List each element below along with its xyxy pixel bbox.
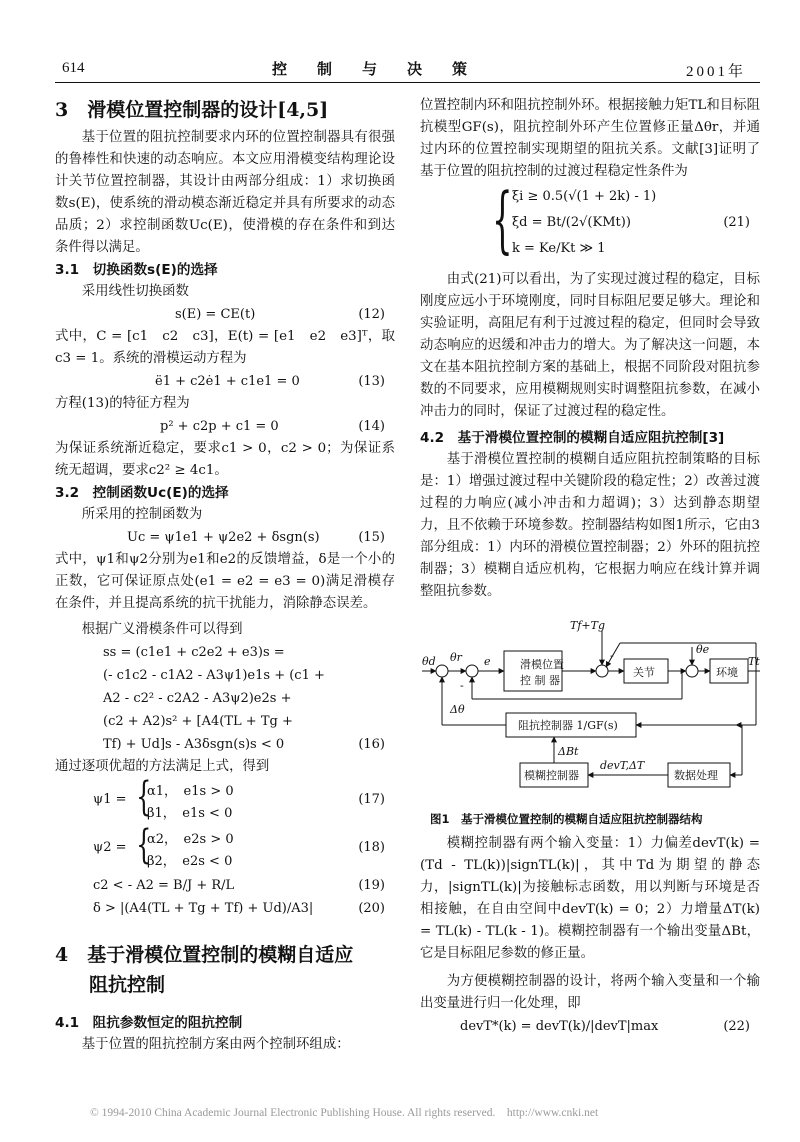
e-label: e — [484, 655, 491, 668]
brace: { — [136, 822, 152, 868]
smc-label: 控 制 器 — [520, 674, 560, 687]
paragraph: 式中，ψ1和ψ2分别为e1和e2的反馈增益，δ是一个小的正数，它可保证原点处(e1 = e2 = e3 = 0)满足滑模存在条件，并且提高系统的抗干扰能力，消除静态误差。 — [55, 552, 395, 611]
minus-sign: - — [460, 679, 464, 692]
controller-block-diagram — [420, 617, 760, 797]
copyright-footer: © 1994-2010 China Academic Journal Electronic Publishing House. All rights reserved. http://www.cnki.net — [90, 1107, 599, 1119]
summing-junction — [686, 665, 698, 677]
paragraph: 所采用的控制函数为 — [81, 507, 203, 522]
equation-15 — [55, 526, 395, 549]
journal-title: 控 制 与 决 策 — [272, 60, 468, 78]
equation-14 — [55, 415, 395, 438]
minus-sign: - — [610, 649, 614, 662]
brace: { — [136, 774, 152, 820]
equation-number: (21) — [723, 215, 750, 230]
brace: { — [492, 177, 513, 261]
equation-body: ë1 + c2ė1 + c1e1 = 0 — [155, 374, 300, 389]
journal-year: 2001年 — [686, 64, 747, 80]
equation-number: (22) — [723, 1019, 750, 1034]
subsection-3-2: 3.2 控制函数Uc(E)的选择 — [55, 485, 229, 501]
equation-body: δ > |(A4(TL + Tg + Tf) + Ud)/A3| — [93, 901, 314, 916]
equation-18 — [55, 822, 395, 874]
equation-body: A2 - c2² - c2A2 - A3ψ2)e2s + — [103, 691, 292, 706]
equation-number: (14) — [358, 419, 385, 434]
equation-lhs: ψ1 = — [93, 792, 127, 807]
section-4-heading: 4 基于滑模位置控制的模糊自适应 — [55, 944, 354, 966]
equation-19 — [55, 874, 395, 897]
equation-body: Tf) + Ud]s - A3δsgn(s)s < 0 — [103, 737, 285, 752]
environment-label: 环境 — [716, 666, 738, 679]
subsection-4-2: 4.2 基于滑模位置控制的模糊自适应阻抗控制[3] — [420, 430, 725, 446]
impedance-label: 阻抗控制器 1/GF(s) — [518, 719, 618, 732]
equation-number: (15) — [358, 530, 385, 545]
equation-number: (16) — [358, 737, 385, 752]
equation-20 — [55, 897, 395, 920]
equation-case: α1， e1s > 0 — [147, 784, 234, 799]
equation-lhs: ψ2 = — [93, 840, 127, 855]
equation-16-line — [55, 687, 395, 710]
equation-12 — [55, 303, 395, 326]
equation-body: p² + c2p + c1 = 0 — [160, 419, 279, 434]
theta-e-label: θe — [696, 643, 710, 656]
equation-16-line — [55, 733, 395, 756]
paragraph: 为保证系统渐近稳定，要求c1 > 0，c2 > 0；为保证系统无超调，要求c2² ≥ 4c1。 — [55, 441, 395, 478]
equation-case: β2， e2s < 0 — [147, 854, 233, 869]
devt-label: devT,ΔT — [600, 759, 645, 772]
paragraph: 式中，C = [c1 c2 c3]，E(t) = [e1 e2 e3]ᵀ，取c3 = 1。系统的滑模运动方程为 — [55, 329, 395, 366]
equation-22 — [420, 1015, 760, 1038]
header-rule — [55, 82, 760, 83]
equation-body: (c2 + A2)s² + [A4(TL + Tg + — [103, 714, 293, 729]
paragraph: 为方便模糊控制器的设计，将两个输入变量和一个输出变量进行归一化处理，即 — [420, 974, 760, 1011]
smc-label: 滑模位置 — [520, 658, 564, 671]
data-label: 数据处理 — [674, 769, 718, 782]
equation-body: devT*(k) = devT(k)/|devT|max — [460, 1019, 659, 1034]
section-4-heading-cont: 阻抗控制 — [89, 974, 166, 996]
tl-label: Tt — [748, 655, 760, 668]
joint-label: 关节 — [633, 666, 655, 679]
equation-case: ξi ≥ 0.5(√(1 + 2k) - 1) — [512, 189, 657, 204]
paragraph: 通过逐项优超的方法满足上式，得到 — [55, 759, 270, 774]
equation-body: Uc = ψ1e1 + ψ2e2 + δsgn(s) — [127, 530, 320, 545]
fuzzy-label: 模糊控制器 — [524, 769, 579, 782]
equation-body: s(E) = CE(t) — [175, 307, 256, 322]
equation-number: (12) — [358, 307, 385, 322]
left-column — [55, 95, 395, 1056]
equation-body: ss = (c1e1 + c2e2 + e3)s = — [103, 645, 285, 660]
paragraph: 基于位置的阻抗控制方案由两个控制环组成： — [81, 1037, 350, 1052]
figure-caption: 图1 基于滑模位置控制的模糊自适应阻抗控制器结构 — [430, 812, 703, 826]
paragraph: 基于滑模位置控制的模糊自适应阻抗控制策略的目标是：1）增强过渡过程中关键阶段的稳定性；2）改善过渡过程的力响应(减小冲击和力超调)；3）达到静态期望力，且不依赖于环境参数。控制器结构如图1所示，它由3部分组成：1）内环的滑模位置控制器；2）外环的阻抗控制器；3）模糊自适应机构，它根据力响应在线计算并调整阻抗参数。 — [420, 452, 760, 599]
right-column — [420, 95, 760, 1038]
paragraph: 根据广义滑模条件可以得到 — [81, 622, 243, 637]
tf-tg-label: Tf+Tg — [570, 619, 606, 632]
equation-case: α2， e2s > 0 — [147, 832, 234, 847]
equation-number: (13) — [358, 374, 385, 389]
equation-13 — [55, 370, 395, 393]
theta-r-label: θr — [450, 651, 462, 664]
equation-16-line — [55, 664, 395, 687]
dtheta-label: Δθ — [450, 703, 465, 716]
section-3-heading: 3 滑模位置控制器的设计[4,5] — [55, 99, 329, 121]
equation-number: (20) — [358, 901, 385, 916]
paragraph: 位置控制内环和阻抗控制外环。根据接触力矩TL和目标阻抗模型GF(s)，阻抗控制外环产生位置修正量Δθr，并通过内环的位置控制实现期望的阻抗关系。文献[3]证明了基于位置的阻抗控制的过渡过程稳定性条件为 — [420, 98, 760, 179]
subsection-4-1: 4.1 阻抗参数恒定的阻抗控制 — [55, 1015, 243, 1031]
equation-case: k = Ke/Kt ≫ 1 — [512, 241, 606, 256]
equation-case: β1， e1s < 0 — [147, 806, 233, 821]
equation-21 — [420, 177, 760, 263]
summing-junction — [436, 665, 448, 677]
equation-16-line — [55, 641, 395, 664]
equation-17 — [55, 774, 395, 826]
paragraph: 由式(21)可以看出，为了实现过渡过程的稳定，目标刚度应远小于环境刚度，同时目标阻尼要足够大。理论和实验证明，高阻尼有利于过渡过程的稳定，但同时会导致动态响应的迟缓和冲击力的增大。为了解决这一问题，本文在基本阻抗控制方案的基础上，根据不同阶段对阻抗参数的不同要求，应用模糊规则实时调整阻抗参数，在减小冲击力的同时，保证了过渡过程的稳定性。 — [420, 272, 760, 419]
equation-body: c2 < - A2 = B/J + R/L — [93, 878, 235, 893]
page-number: 614 — [62, 60, 85, 76]
paragraph: 模糊控制器有两个输入变量：1）力偏差devT(k) = (Td - TL(k))|signTL(k)|，其中Td为期望的静态力，|signTL(k)|为接触标志函数，用以判断与环境是否相接触，在自由空间中devT(k) = 0；2）力增量ΔT(k) = TL(k) - TL(k - 1)。模糊控制器有一个输出变量ΔBt，它是目标阻尼参数的修正量。 — [420, 836, 760, 961]
equation-number: (18) — [358, 840, 385, 855]
theta-d-label: θd — [422, 655, 436, 668]
equation-16-line — [55, 710, 395, 733]
paragraph: 采用线性切换函数 — [81, 284, 189, 299]
equation-body: (- c1c2 - c1A2 - A3ψ1)e1s + (c1 + — [103, 668, 325, 683]
equation-number: (17) — [358, 792, 385, 807]
equation-number: (19) — [358, 878, 385, 893]
paragraph: 方程(13)的特征方程为 — [55, 396, 190, 411]
dbt-label: ΔBt — [558, 745, 579, 758]
subsection-3-1: 3.1 切换函数s(E)的选择 — [55, 262, 218, 278]
paragraph: 基于位置的阻抗控制要求内环的位置控制器具有很强的鲁棒性和快速的动态响应。本文应用滑模变结构理论设计关节位置控制器，其设计由两部分组成：1）求切换函数s(E)，使系统的滑动模态渐近稳定并具有所要求的动态品质；2）求控制函数Uc(E)，使滑模的存在条件和到达条件得以满足。 — [55, 130, 395, 255]
summing-junction — [466, 665, 478, 677]
equation-case: ξd = Bt/(2√(KMt)) — [512, 215, 631, 230]
